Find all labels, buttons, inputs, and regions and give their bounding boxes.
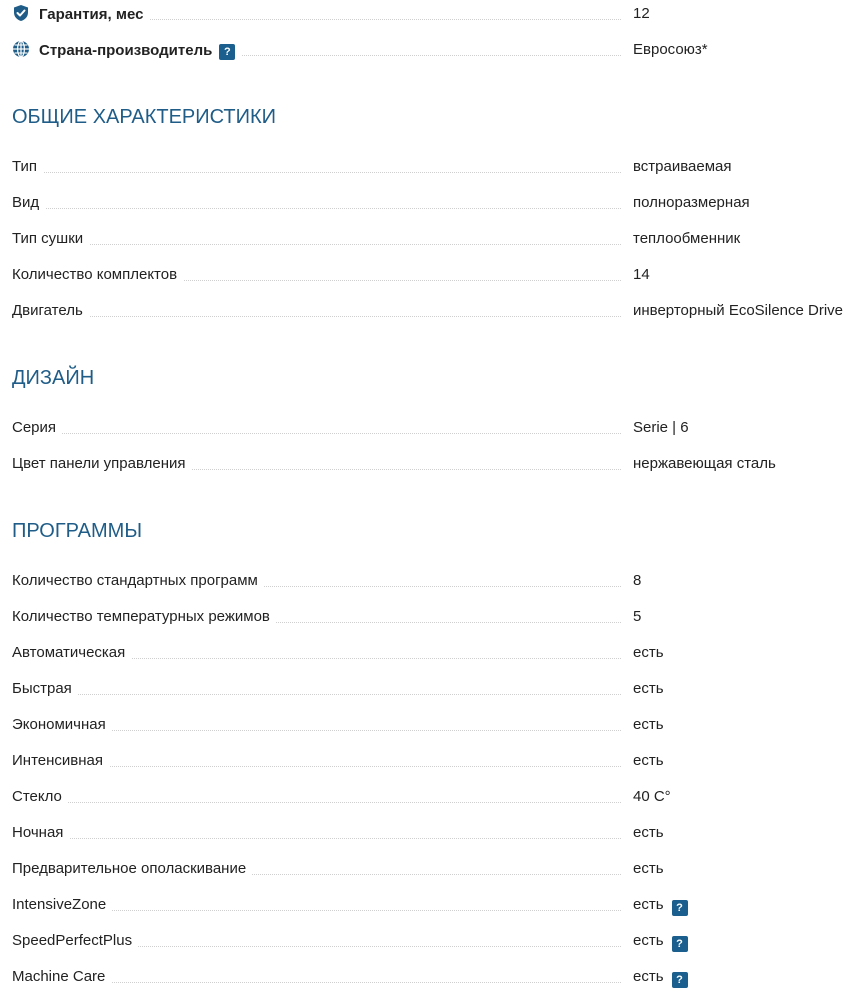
- spec-row: [12, 715, 861, 735]
- spec-row: [12, 418, 861, 438]
- dotted-leader: [12, 316, 621, 317]
- spec-label: Серия: [12, 418, 62, 438]
- spec-row: [12, 301, 861, 321]
- spec-value: есть: [633, 680, 664, 697]
- spec-value: теплообменник: [633, 230, 741, 247]
- spec-value: Евросоюз*: [633, 41, 708, 58]
- spec-label: Цвет панели управления: [12, 454, 191, 474]
- spec-value-text: есть: [633, 968, 664, 985]
- spec-value: есть: [633, 860, 664, 877]
- spec-label: Интенсивная: [12, 751, 109, 771]
- spec-label: Вид: [12, 193, 45, 213]
- spec-row: [12, 895, 861, 915]
- spec-row: [12, 571, 861, 591]
- spec-row: [12, 157, 861, 177]
- spec-row: [12, 607, 861, 627]
- section-title-design: ДИЗАЙН: [12, 367, 95, 389]
- spec-value: 12: [633, 5, 650, 22]
- spec-label: Ночная: [12, 823, 69, 843]
- help-icon[interactable]: ?: [672, 972, 688, 988]
- spec-value: [633, 895, 688, 916]
- spec-label: Количество температурных режимов: [12, 607, 276, 627]
- spec-row: [12, 193, 861, 213]
- spec-label: Экономичная: [12, 715, 112, 735]
- spec-label-text: Страна-производитель: [39, 42, 213, 59]
- spec-value: встраиваемая: [633, 158, 732, 175]
- dotted-leader: [12, 244, 621, 245]
- dotted-leader: [12, 694, 621, 695]
- shield-check-icon: [12, 4, 30, 22]
- spec-label: Тип: [12, 157, 43, 177]
- spec-row: [12, 787, 861, 807]
- spec-row: [12, 643, 861, 663]
- spec-value: 14: [633, 266, 650, 283]
- dotted-leader: [12, 208, 621, 209]
- spec-value: [633, 931, 688, 952]
- spec-row: [12, 823, 861, 843]
- spec-label: Тип сушки: [12, 229, 89, 249]
- spec-label: Автоматическая: [12, 643, 131, 663]
- spec-value: есть: [633, 752, 664, 769]
- spec-label: Двигатель: [12, 301, 89, 321]
- spec-value: нержавеющая сталь: [633, 455, 776, 472]
- spec-value-text: есть: [633, 896, 664, 913]
- spec-row: [12, 679, 861, 699]
- spec-label: [12, 40, 241, 61]
- spec-value: есть: [633, 824, 664, 841]
- spec-value: есть: [633, 644, 664, 661]
- spec-value: [633, 967, 688, 988]
- spec-row: [12, 454, 861, 474]
- spec-value: есть: [633, 716, 664, 733]
- dotted-leader: [12, 802, 621, 803]
- spec-value: 40 C°: [633, 788, 671, 805]
- spec-label-text: Гарантия, мес: [39, 6, 144, 23]
- spec-label: IntensiveZone: [12, 895, 112, 915]
- dotted-leader: [12, 838, 621, 839]
- spec-label: Количество комплектов: [12, 265, 183, 285]
- dotted-leader: [12, 433, 621, 434]
- spec-row-warranty: [12, 4, 861, 24]
- spec-value: инверторный EcoSilence Drive: [633, 302, 844, 319]
- spec-row: [12, 859, 861, 879]
- spec-label: Machine Care: [12, 967, 111, 987]
- spec-label: [12, 4, 149, 25]
- spec-value: Serie | 6: [633, 419, 689, 436]
- help-icon[interactable]: ?: [672, 936, 688, 952]
- spec-label: SpeedPerfectPlus: [12, 931, 138, 951]
- section-title-programs: ПРОГРАММЫ: [12, 520, 143, 542]
- spec-row: [12, 751, 861, 771]
- spec-value-text: есть: [633, 932, 664, 949]
- section-title-general: ОБЩИЕ ХАРАКТЕРИСТИКИ: [12, 106, 277, 128]
- spec-row-country: [12, 40, 861, 60]
- spec-row: [12, 931, 861, 951]
- help-icon[interactable]: ?: [672, 900, 688, 916]
- spec-row: [12, 967, 861, 987]
- spec-row: [12, 265, 861, 285]
- spec-label: Быстрая: [12, 679, 78, 699]
- dotted-leader: [12, 172, 621, 173]
- spec-value: 5: [633, 608, 642, 625]
- help-icon[interactable]: ?: [219, 44, 235, 60]
- spec-label: Количество стандартных программ: [12, 571, 264, 591]
- spec-value: полноразмерная: [633, 194, 750, 211]
- spec-label: Предварительное ополаскивание: [12, 859, 252, 879]
- spec-value: 8: [633, 572, 642, 589]
- spec-label: Стекло: [12, 787, 68, 807]
- spec-row: [12, 229, 861, 249]
- globe-icon: [12, 40, 30, 58]
